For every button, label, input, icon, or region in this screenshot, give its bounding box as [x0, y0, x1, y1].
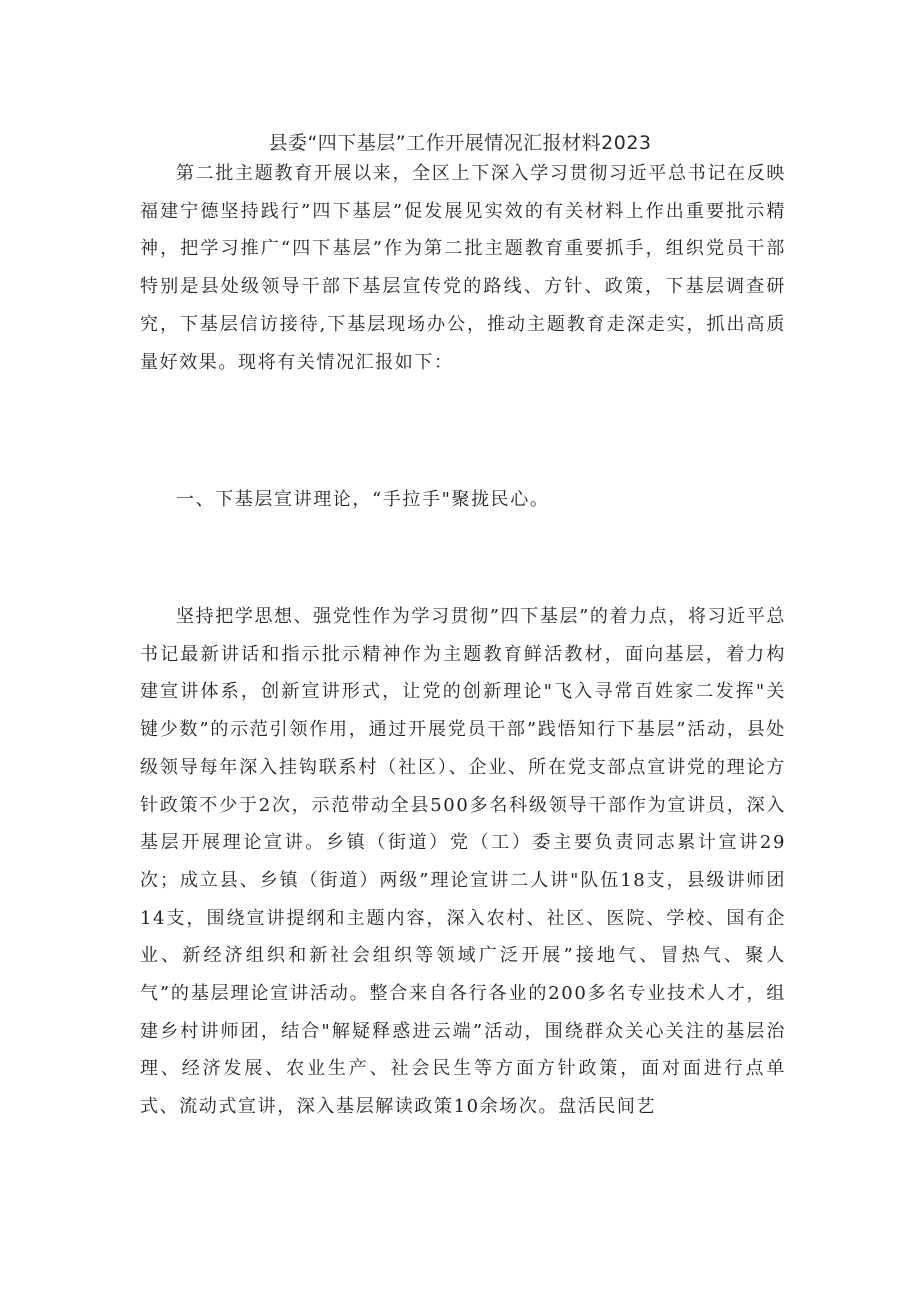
section-1-paragraph: 坚持把学思想、强党性作为学习贯彻”四下基层”的着力点，将习近平总书记最新讲话和指示批示精神作为主题教育鲜活教材，面向基层，着力构建宣讲体系，创新宣讲形式，让党的创新理论"飞入寻常百姓家二发挥"关键少数”的示范引领作用，通过开展党员干部”践悟知行下基层”活动，县处级领导每年深入挂钩联系村（社区）、企业、所在党支部点宣讲党的理论方针政策不少于2次，示范带动全县500多名科级领导干部作为宣讲员，深入基层开展理论宣讲。乡镇（街道）党（工）委主要负责同志累计宣讲29次；成立县、乡镇（街道）两级”理论宣讲二人讲"队伍18支，县级讲师团14支，围绕宣讲提纲和主题内容，深入农村、社区、医院、学校、国有企业、新经济组织和新社会组织等领域广泛开展”接地气、冒热气、聚人气”的基层理论宣讲活动。整合来自各行各业的200多名专业技术人才，组建乡村讲师团，结合"解疑释惑进云端”活动，围绕群众关心关注的基层治理、经济发展、农业生产、社会民生等方面方针政策，面对面进行点单式、流动式宣讲，深入基层解读政策10余场次。盘活民间艺 [140, 606, 786, 1118]
intro-paragraph: 第二批主题教育开展以来，全区上下深入学习贯彻习近平总书记在反映福建宁德坚持践行”四下基层”促发展见实效的有关材料上作出重要批示精神，把学习推广“四下基层”作为第二批主题教育重要抓手，组织党员干部特别是县处级领导干部下基层宣传党的路线、方针、政策，下基层调查研究，下基层信访接待,下基层现场办公，推动主题教育走深走实，抓出高质量好效果。现将有关情况汇报如下： [140, 163, 786, 373]
document-title: 县委“四下基层”工作开展情况汇报材料2023 [268, 132, 652, 154]
section-heading-1: 一、下基层宣讲理论，“手拉手"聚拢民心。 [176, 489, 550, 510]
